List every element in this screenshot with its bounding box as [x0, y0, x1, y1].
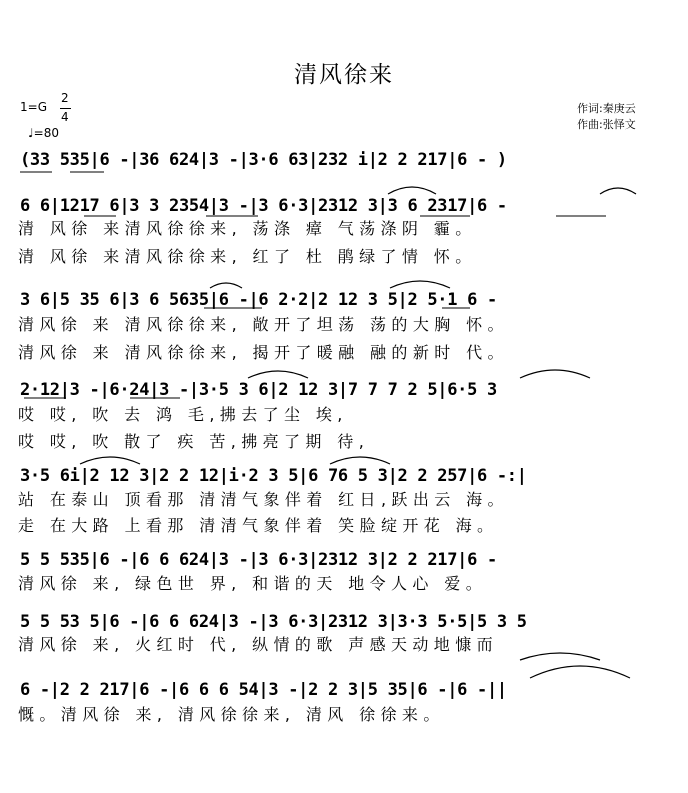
lyric-line: 走 在大路 上看那 清清气象伴着 笑脸绽开花 海。: [18, 516, 499, 535]
lyric-line: 哎 哎, 吹 散了 疾 苦,拂亮了期 待,: [18, 432, 370, 451]
lyric-line: 清 风徐 来清风徐徐来, 荡涤 瘴 气荡涤阴 霾。: [18, 219, 477, 238]
time-numerator: 2: [61, 91, 69, 105]
time-divider: [60, 108, 71, 109]
lyric-line: 慨。清风徐 来, 清风徐徐来, 清风 徐徐来。: [18, 705, 445, 724]
lyric-line: 站 在泰山 顶看那 清清气象伴着 红日,跃出云 海。: [18, 490, 509, 509]
lyric-line: 清 风徐 来清风徐徐来, 红了 杜 鹃绿了情 怀。: [18, 247, 477, 266]
lyricist-credit: 作词:秦庚云: [577, 102, 636, 115]
notation-line: 6 6|1217 6|3 3 2354|3 -|3 6·3|2312 3|3 6 2317|6 -: [20, 196, 507, 216]
notation-line: 5 5 53 5|6 -|6 6 624|3 -|3 6·3|2312 3|3·3 5·5|5 3 5: [20, 612, 527, 632]
notation-line: 3·5 6i|2 12 3|2 2 12|i·2 3 5|6 76 5 3|2 2 257|6 -:|: [20, 466, 527, 486]
song-title: 清风徐来: [294, 62, 394, 88]
notation-line: 6 -|2 2 217|6 -|6 6 6 54|3 -|2 2 3|5 35|6 -|6 -||: [20, 680, 507, 700]
lyric-line: 清风徐 来 清风徐徐来, 揭开了暖融 融的新时 代。: [18, 343, 509, 362]
lyric-line: 清风徐 来, 火红时 代, 纵情的歌 声感天动地慷而: [18, 635, 499, 654]
lyric-line: 哎 哎, 吹 去 鸿 毛,拂去了尘 埃,: [18, 405, 348, 424]
notation-line: (33 535|6 -|36 624|3 -|3·6 63|232 i|2 2 217|6 - ): [20, 150, 507, 170]
notation-line: 5 5 535|6 -|6 6 624|3 -|3 6·3|2312 3|2 2 217|6 -: [20, 550, 497, 570]
lyric-line: 清风徐 来, 绿色世 界, 和谐的天 地令人心 爱。: [18, 574, 488, 593]
time-denominator: 4: [61, 110, 69, 124]
composer-credit: 作曲:张怿文: [577, 118, 636, 131]
tempo-marking: ♩=80: [28, 126, 59, 140]
key-signature: 1=G: [20, 100, 47, 114]
lyric-line: 清风徐 来 清风徐徐来, 敞开了坦荡 荡的大胸 怀。: [18, 315, 509, 334]
notation-line: 3 6|5 35 6|3 6 5635|6 -|6 2·2|2 12 3 5|2 5·1 6 -: [20, 290, 497, 310]
notation-line: 2·12|3 -|6·24|3 -|3·5 3 6|2 12 3|7 7 7 2 5|6·5 3: [20, 380, 497, 400]
